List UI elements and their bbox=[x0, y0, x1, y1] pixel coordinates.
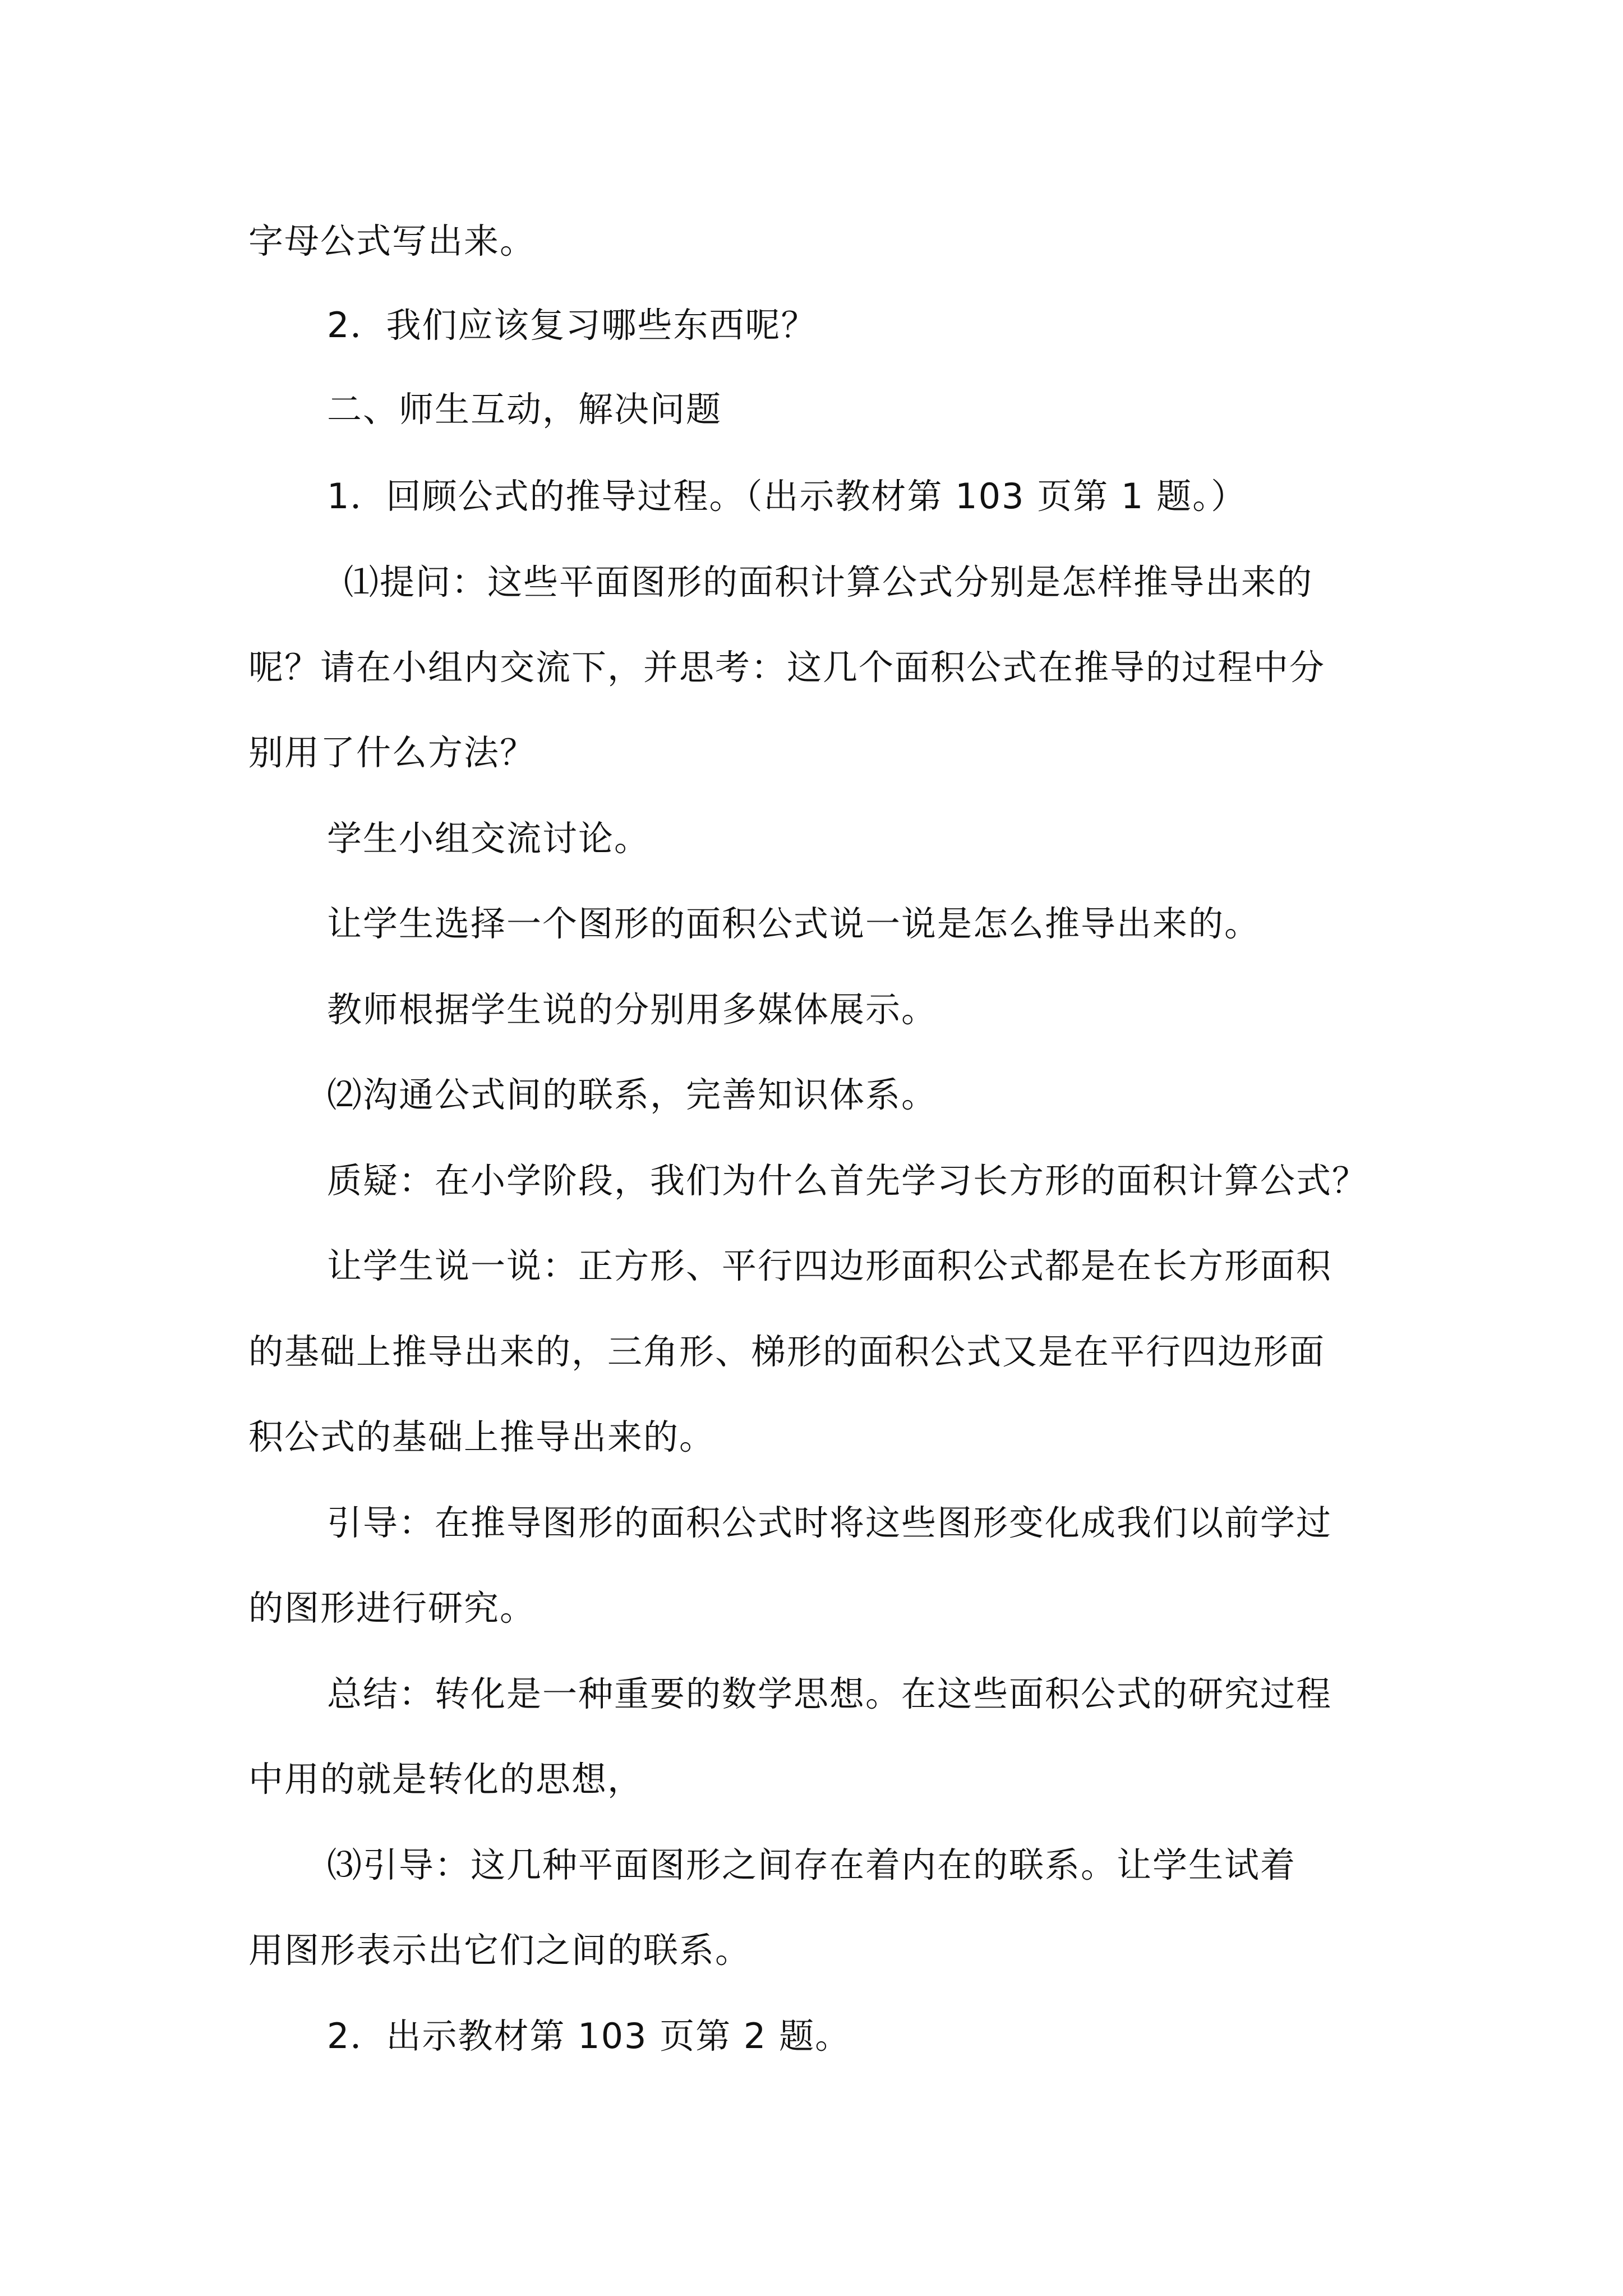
text-line: 中用的就是转化的思想， bbox=[248, 1759, 644, 1800]
text-line: 学生小组交流讨论。 bbox=[327, 818, 651, 859]
text-line: 呢？请在小组内交流下，并思考：这几个面积公式在推导的过程中分 bbox=[248, 647, 1326, 688]
section-heading: 二、师生互动，解决问题 bbox=[327, 389, 722, 430]
text-line: 别用了什么方法？ bbox=[248, 732, 536, 773]
text-line: ⑵沟通公式间的联系，完善知识体系。 bbox=[327, 1074, 938, 1115]
text-line: 1．回顾公式的推导过程。（出示教材第 103 页第 1 题。） bbox=[327, 476, 1247, 517]
text-line: 2．出示教材第 103 页第 2 题。 bbox=[327, 2016, 851, 2056]
text-line: ⑶引导：这几种平面图形之间存在着内在的联系。让学生试着 bbox=[327, 1844, 1297, 1885]
text-line: 积公式的基础上推导出来的。 bbox=[248, 1416, 716, 1457]
text-line: 让学生选择一个图形的面积公式说一说是怎么推导出来的。 bbox=[327, 903, 1261, 944]
text-line: 字母公式写出来。 bbox=[248, 220, 536, 261]
text-line: 教师根据学生说的分别用多媒体展示。 bbox=[327, 989, 938, 1030]
text-line: 2．我们应该复习哪些东西呢？ bbox=[327, 305, 817, 346]
text-line: 的图形进行研究。 bbox=[248, 1588, 536, 1628]
text-line: ⑴提问：这些平面图形的面积计算公式分别是怎样推导出来的 bbox=[344, 562, 1313, 602]
text-line: 引导：在推导图形的面积公式时将这些图形变化成我们以前学过 bbox=[327, 1502, 1332, 1543]
text-line: 让学生说一说：正方形、平行四边形面积公式都是在长方形面积 bbox=[327, 1245, 1332, 1286]
text-line: 的基础上推导出来的，三角形、梯形的面积公式又是在平行四边形面 bbox=[248, 1331, 1326, 1372]
text-line: 用图形表示出它们之间的联系。 bbox=[248, 1930, 751, 1971]
text-line: 总结：转化是一种重要的数学思想。在这些面积公式的研究过程 bbox=[327, 1673, 1332, 1714]
text-line: 质疑：在小学阶段，我们为什么首先学习长方形的面积计算公式？ bbox=[327, 1160, 1368, 1201]
